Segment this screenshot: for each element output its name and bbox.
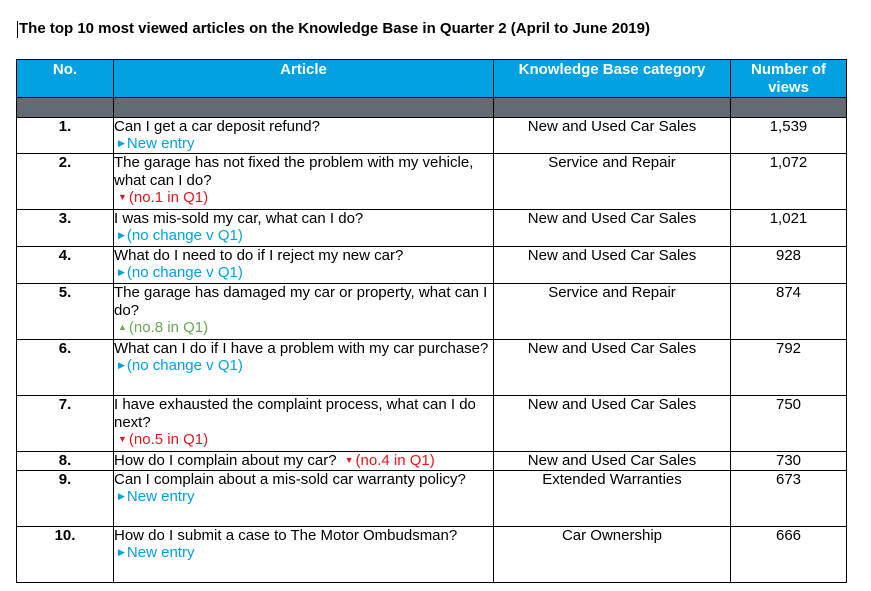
- rank-change-badge: [114, 432, 493, 447]
- category-cell: New and Used Car Sales: [494, 452, 731, 471]
- article-cell: [114, 452, 494, 471]
- band-cell: [731, 98, 847, 118]
- rank-change-text: New entry: [126, 135, 195, 152]
- article-title: I was mis-sold my car, what can I do?: [114, 210, 364, 227]
- article-cell: [114, 210, 494, 247]
- triangle-right-icon: ▶: [118, 360, 125, 370]
- rank-change-text: (no change v Q1): [126, 357, 243, 374]
- category-cell: New and Used Car Sales: [494, 210, 731, 247]
- row-number: 7.: [17, 396, 114, 452]
- article-title: I have exhausted the complaint process, what can I do next?: [114, 396, 476, 431]
- rank-change-badge: [114, 136, 493, 151]
- table-row: [17, 340, 847, 396]
- row-number: 3.: [17, 210, 114, 247]
- table-header-row: [17, 60, 847, 98]
- views-cell: 874: [731, 284, 847, 340]
- band-cell: [494, 98, 731, 118]
- rank-change-badge: [114, 358, 493, 373]
- header-band-row: [17, 98, 847, 118]
- triangle-right-icon: ▶: [118, 230, 125, 240]
- band-cell: [17, 98, 114, 118]
- triangle-down-icon: ▼: [344, 455, 354, 465]
- table-row: [17, 210, 847, 247]
- text-cursor: [17, 21, 18, 38]
- article-cell: [114, 396, 494, 452]
- views-cell: 730: [731, 452, 847, 471]
- rank-change-badge: [114, 489, 493, 504]
- rank-change-text: (no.5 in Q1): [128, 431, 209, 448]
- triangle-right-icon: ▶: [118, 138, 125, 148]
- rank-change-text: New entry: [126, 544, 195, 561]
- rank-change-badge: [114, 320, 493, 335]
- table-row: [17, 247, 847, 284]
- views-cell: 1,072: [731, 154, 847, 210]
- article-cell: [114, 247, 494, 284]
- category-cell: Service and Repair: [494, 284, 731, 340]
- category-cell: Extended Warranties: [494, 471, 731, 527]
- triangle-right-icon: ▶: [118, 267, 125, 277]
- triangle-down-icon: ▼: [118, 434, 127, 444]
- table-row: [17, 471, 847, 527]
- row-number: 4.: [17, 247, 114, 284]
- rank-change-badge: [114, 545, 493, 560]
- row-number: 5.: [17, 284, 114, 340]
- category-cell: Service and Repair: [494, 154, 731, 210]
- views-cell: 1,539: [731, 118, 847, 154]
- rank-change-badge: [114, 265, 493, 280]
- views-cell: 1,021: [731, 210, 847, 247]
- article-title: Can I complain about a mis-sold car warranty policy?: [114, 471, 466, 488]
- header-views: Number of views: [731, 60, 847, 98]
- rank-change-text: (no change v Q1): [126, 227, 243, 244]
- triangle-right-icon: ▶: [118, 547, 125, 557]
- article-cell: [114, 284, 494, 340]
- views-cell: 792: [731, 340, 847, 396]
- article-title: How do I submit a case to The Motor Ombudsman?: [114, 527, 458, 544]
- row-number: 6.: [17, 340, 114, 396]
- category-cell: New and Used Car Sales: [494, 118, 731, 154]
- header-no: No.: [17, 60, 114, 98]
- document-title: The top 10 most viewed articles on the Knowledge Base in Quarter 2 (April to June 2019): [19, 20, 650, 37]
- rank-change-text: New entry: [126, 488, 195, 505]
- article-cell: [114, 340, 494, 396]
- row-number: 2.: [17, 154, 114, 210]
- article-title: The garage has not fixed the problem with my vehicle, what can I do?: [114, 154, 474, 189]
- category-cell: New and Used Car Sales: [494, 396, 731, 452]
- article-cell: [114, 118, 494, 154]
- article-title: How do I complain about my car?: [114, 452, 337, 469]
- table-row: [17, 154, 847, 210]
- triangle-right-icon: ▶: [118, 491, 125, 501]
- article-cell: [114, 471, 494, 527]
- table-row: [17, 527, 847, 583]
- header-article: Article: [114, 60, 494, 98]
- rank-change-badge: [337, 452, 435, 469]
- rank-change-text: (no change v Q1): [126, 264, 243, 281]
- table-row: [17, 118, 847, 154]
- table-row: [17, 284, 847, 340]
- rank-change-badge: [114, 228, 493, 243]
- category-cell: Car Ownership: [494, 527, 731, 583]
- table-row: [17, 396, 847, 452]
- triangle-down-icon: ▼: [118, 192, 127, 202]
- triangle-up-icon: ▲: [118, 322, 127, 332]
- rank-change-text: (no.4 in Q1): [355, 452, 435, 469]
- article-title: What can I do if I have a problem with my car purchase?: [114, 340, 489, 357]
- views-cell: 750: [731, 396, 847, 452]
- category-cell: New and Used Car Sales: [494, 340, 731, 396]
- views-cell: 666: [731, 527, 847, 583]
- rank-change-text: (no.8 in Q1): [128, 319, 209, 336]
- table-row: [17, 452, 847, 471]
- article-title: Can I get a car deposit refund?: [114, 118, 320, 135]
- article-cell: [114, 154, 494, 210]
- category-cell: New and Used Car Sales: [494, 247, 731, 284]
- views-cell: 673: [731, 471, 847, 527]
- views-cell: 928: [731, 247, 847, 284]
- row-number: 9.: [17, 471, 114, 527]
- rank-change-badge: [114, 190, 493, 205]
- top-articles-table: [16, 59, 847, 583]
- rank-change-text: (no.1 in Q1): [128, 189, 209, 206]
- article-title: The garage has damaged my car or property, what can I do?: [114, 284, 488, 319]
- row-number: 10.: [17, 527, 114, 583]
- row-number: 1.: [17, 118, 114, 154]
- row-number: 8.: [17, 452, 114, 471]
- article-title: What do I need to do if I reject my new car?: [114, 247, 404, 264]
- header-category: Knowledge Base category: [494, 60, 731, 98]
- article-cell: [114, 527, 494, 583]
- table-body: [17, 118, 847, 583]
- band-cell: [114, 98, 494, 118]
